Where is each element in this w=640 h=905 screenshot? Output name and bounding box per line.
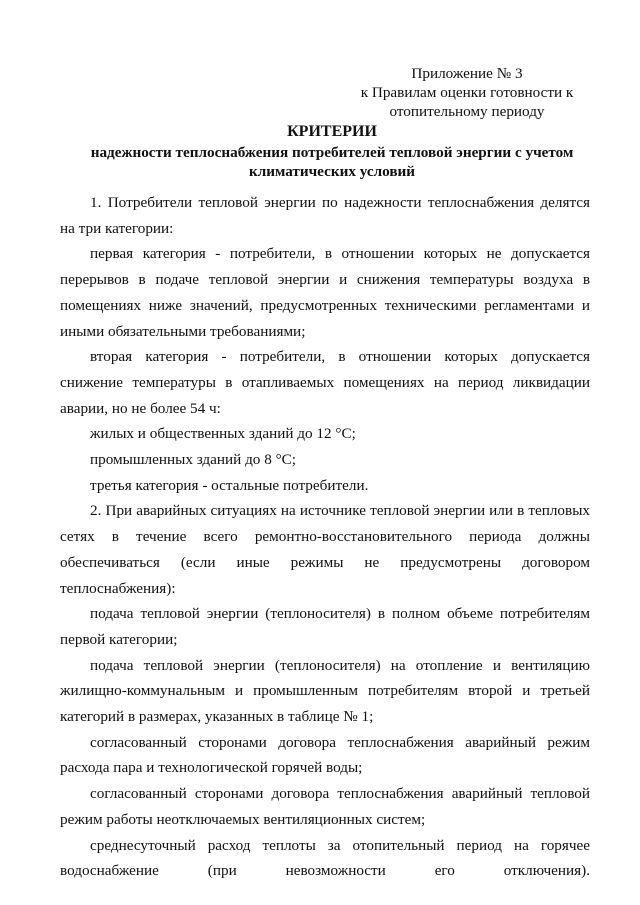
appendix-header: [352, 64, 582, 121]
document-title: КРИТЕРИИ: [287, 123, 377, 140]
paragraph-second-category: вторая категория - потребители, в отношении которых допускается снижение температуры в отапливаемых помещениях на период ликвидации аварии, но не более 54 ч:: [60, 348, 590, 417]
document-subtitle: надежности теплоснабжения потребителей тепловой энергии с учетом климатических условий: [90, 144, 574, 180]
paragraph-first-category: первая категория - потребители, в отношении которых не допускается перерывов в подаче тепловой энергии и снижения температуры воздуха в помещениях ниже значений, предусмотренных техническими регламентами и иными обязательными требованиями;: [60, 245, 590, 340]
paragraph-hot-water: среднесуточный расход теплоты за отопительный период на горячее водоснабжение (при невозможности его отключения).: [60, 836, 590, 880]
paragraph-industrial-buildings: промышленных зданий до 8 °С;: [90, 451, 297, 469]
appendix-number: Приложение № 3: [411, 65, 523, 82]
appendix-reference: к Правилам оценки готовности к: [360, 84, 574, 101]
paragraph-third-category: третья категория - остальные потребители.: [90, 476, 369, 494]
paragraph-full-supply: подача тепловой энергии (теплоносителя) в полном объеме потребителям первой категории;: [60, 605, 590, 648]
paragraph-residential-buildings: жилых и общественных зданий до 12 °С;: [90, 425, 356, 443]
paragraph-heating-ventilation: подача тепловой энергии (теплоносителя) на отопление и вентиляцию жилищно-коммунальным и промышленным потребителям второй и третьей категорий в размерах, указанных в таблице № 1;: [60, 656, 590, 726]
appendix-reference-cont: отопительному периоду: [389, 103, 545, 120]
paragraph-ventilation-systems: согласованный сторонами договора теплоснабжения аварийный тепловой режим работы неотключаемых вентиляционных систем;: [60, 785, 590, 828]
paragraph-1-categories: 1. Потребители тепловой энергии по надежности теплоснабжения делятся на три категории:: [60, 194, 590, 237]
document-body: [60, 190, 590, 884]
paragraph-steam-water: согласованный сторонами договора теплоснабжения аварийный режим расхода пара и технологической горячей воды;: [60, 733, 590, 777]
paragraph-2-emergency: 2. При аварийных ситуациях на источнике тепловой энергии или в тепловых сетях в течение всего ремонтно-восстановительного периода должны обеспечиваться (если иные режимы не предусмотрены договором теплоснабжения):: [60, 502, 590, 597]
